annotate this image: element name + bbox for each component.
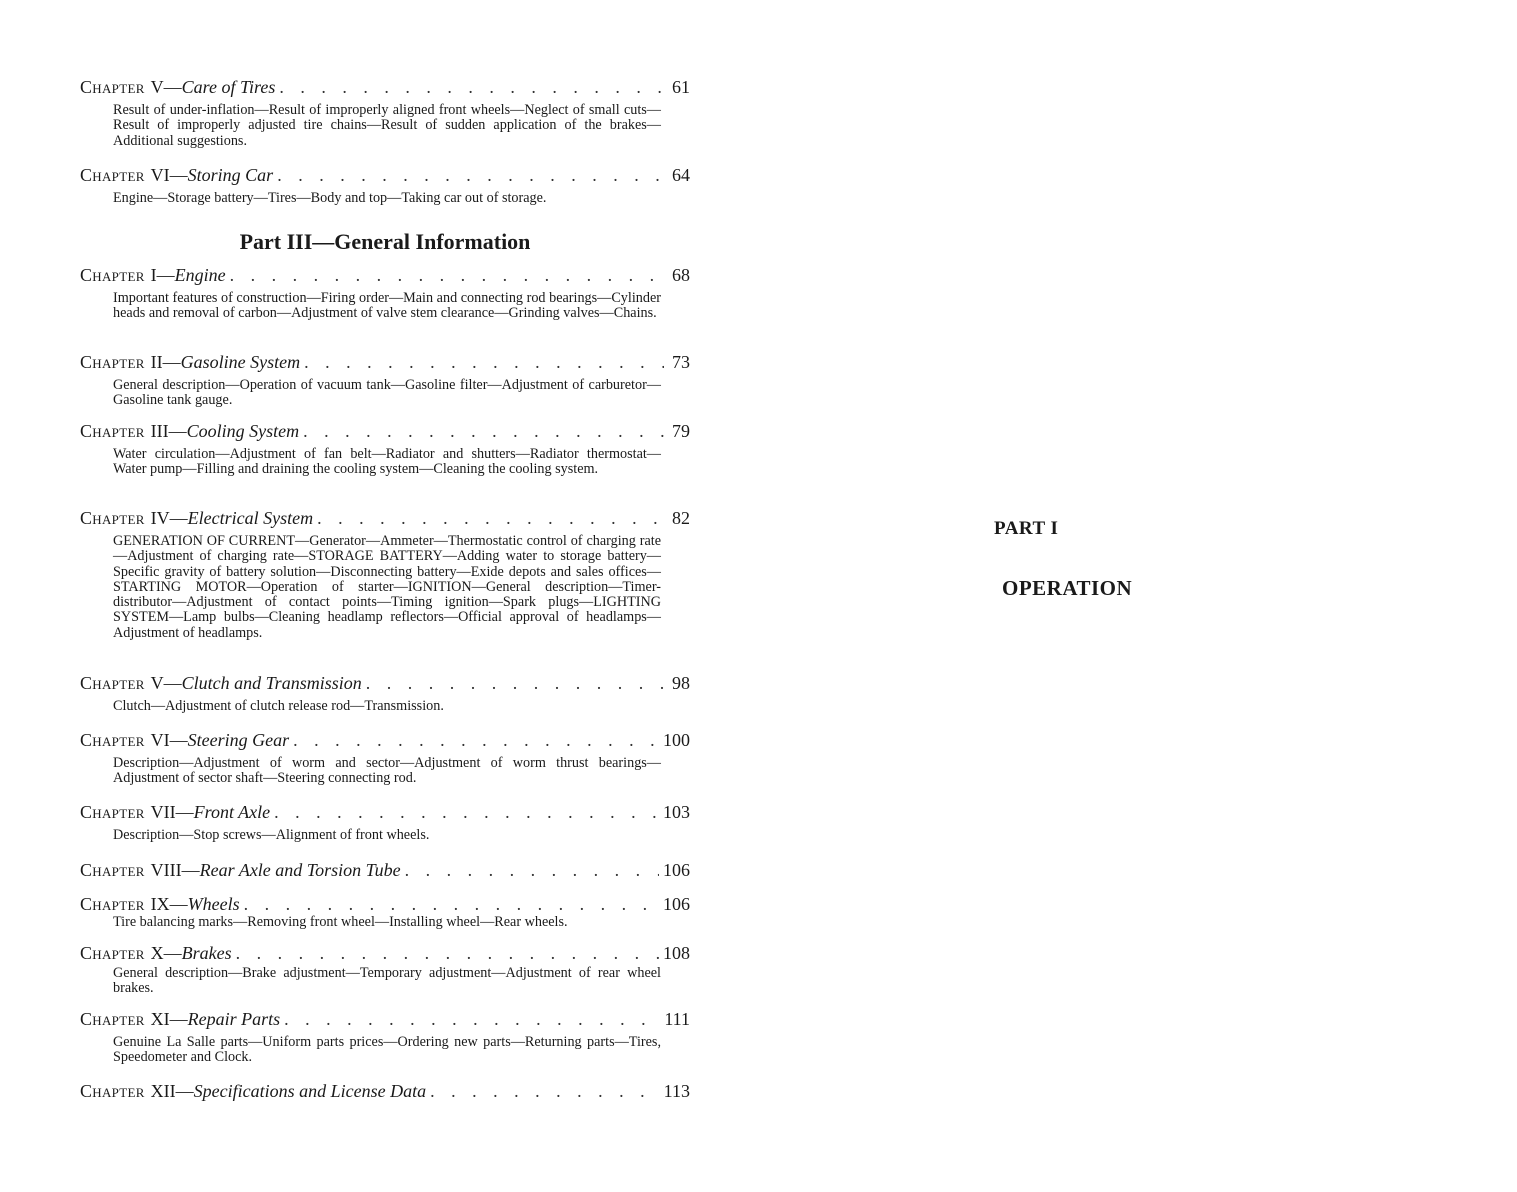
part-name: OPERATION [1002,576,1133,600]
toc-entry [80,729,690,787]
dot-leader [293,729,659,751]
chapter-number: VII [150,802,176,822]
chapter-title: Storing Car [187,165,274,185]
chapter-number: III [150,421,169,441]
part-label: PART I [994,518,1059,539]
dot-leader [274,801,659,823]
chapter-word: Chapter [80,943,145,963]
chapter-word: Chapter [80,77,145,97]
page-number: 61 [672,77,690,97]
chapter-title: Clutch and Transmission [181,673,362,693]
dot-leader [304,351,664,373]
dot-leader [405,859,659,881]
chapter-description: Description—Stop screws—Alignment of front wheels. [113,827,430,843]
dot-leader [236,942,659,964]
chapter-line: Chapter V — Care of Tires . . . 61 [80,76,690,98]
chapter-number: II [150,352,163,372]
page-number: 64 [672,165,690,185]
chapter-number: VI [150,165,170,185]
toc-entry [80,351,690,409]
chapter-title: Gasoline System [180,352,301,372]
toc-entry [80,76,690,149]
chapter-description: Clutch—Adjustment of clutch release rod—Transmission. [113,698,444,714]
right-page [760,0,1517,1192]
chapter-title: Cooling System [186,421,300,441]
chapter-title: Wheels [187,894,240,914]
chapter-title: Care of Tires [181,77,276,97]
chapter-number: IX [150,894,170,914]
chapter-word: Chapter [80,673,145,693]
dot-leader [317,507,664,529]
chapter-title: Rear Axle and Torsion Tube [199,860,401,880]
chapter-title: Engine [174,265,226,285]
chapter-line: Chapter VII — Front Axle . . . 103 [80,801,690,823]
chapter-word: Chapter [80,860,145,880]
chapter-line: Chapter XII — Specifications and License Data . . . 113 [80,1080,690,1102]
page-number: 73 [672,352,690,372]
toc-entry [80,507,690,641]
chapter-number: XI [150,1009,170,1029]
chapter-description: Important features of construction—Firing order—Main and connecting rod bearings—Cylinder heads and removal of carbon—Adjustment of valve stem clearance—Grinding valves—Chains. [113,290,661,322]
chapter-line: Chapter VI — Steering Gear . . . 100 [80,729,690,751]
toc-entry [80,672,690,714]
toc-entry [80,859,690,881]
chapter-line: Chapter XI — Repair Parts . . . 111 [80,1008,690,1030]
chapter-description: Engine—Storage battery—Tires—Body and top—Taking car out of storage. [113,190,547,206]
chapter-word: Chapter [80,352,145,372]
chapter-line: Chapter VIII — Rear Axle and Torsion Tube . . . 106 [80,859,690,881]
chapter-line: Chapter X — Brakes . . . 108 [80,942,690,964]
chapter-line: Chapter VI — Storing Car . . . 64 [80,164,690,186]
chapter-line: Chapter V — Clutch and Transmission . . . 98 [80,672,690,694]
page-number: 111 [664,1009,690,1029]
chapter-title: Brakes [181,943,232,963]
chapter-word: Chapter [80,894,145,914]
toc-entry [80,893,690,930]
chapter-line: Chapter I — Engine . . . 68 [80,264,690,286]
toc-entry [80,801,690,843]
chapter-number: VIII [150,860,182,880]
page-number: 100 [663,730,690,750]
chapter-title: Front Axle [193,802,271,822]
page-number: 82 [672,508,690,528]
toc-entry [80,420,690,478]
page-number: 106 [663,860,690,880]
chapter-description: GENERATION OF CURRENT—Generator—Ammeter—Thermostatic control of charging rate—Adjustment of charging rate—STORAGE BATTERY—Adding water to storage battery—Specific gravity of battery solution—Disconnecting battery—Exide depots and sales offices—STARTING MOTOR—Operation of starter—IGNITION—General description—Timer-distributor—Adjustment of contact points—Timing ignition—Spark plugs—LIGHTING SYSTEM—Lamp bulbs—Cleaning headlamp reflectors—Official approval of headlamps—Adjustment of headlamps. [113,533,661,641]
chapter-description: Genuine La Salle parts—Uniform parts prices—Ordering new parts—Returning parts—Tires, Speedometer and Clock. [113,1034,661,1066]
chapter-description: General description—Operation of vacuum tank—Gasoline filter—Adjustment of carburetor—Gasoline tank gauge. [113,377,661,409]
chapter-line: Chapter IV — Electrical System . . . 82 [80,507,690,529]
chapter-title: Steering Gear [187,730,290,750]
chapter-description: General description—Brake adjustment—Temporary adjustment—Adjustment of rear wheel brakes. [113,965,661,997]
page-number: 68 [672,265,690,285]
page-number: 108 [663,943,690,963]
chapter-line: Chapter IX — Wheels . . . 106 [80,893,690,915]
chapter-title: Repair Parts [187,1009,281,1029]
toc-entry [80,942,690,997]
chapter-word: Chapter [80,508,145,528]
toc-entry [80,264,690,322]
chapter-number: IV [150,508,170,528]
chapter-number: V [150,673,164,693]
chapter-title: Specifications and License Data [193,1081,427,1101]
toc-entry [80,164,690,206]
chapter-description: Water circulation—Adjustment of fan belt—Radiator and shutters—Radiator thermostat—Water pump—Filling and draining the cooling system—Cleaning the cooling system. [113,446,661,478]
dot-leader [366,672,664,694]
chapter-description: Result of under-inflation—Result of improperly aligned front wheels—Neglect of small cuts—Result of improperly adjusted tire chains—Result of sudden application of the brakes—Additional suggestions. [113,102,661,149]
dot-leader [284,1008,660,1030]
dot-leader [277,164,664,186]
chapter-number: VI [150,730,170,750]
page-number: 79 [672,421,690,441]
chapter-number: I [150,265,157,285]
chapter-word: Chapter [80,165,145,185]
chapter-line: Chapter III — Cooling System . . . 79 [80,420,690,442]
chapter-word: Chapter [80,265,145,285]
chapter-word: Chapter [80,1081,145,1101]
toc-entry [80,1080,690,1102]
chapter-word: Chapter [80,421,145,441]
dot-leader [279,76,664,98]
dot-leader [244,893,659,915]
dot-leader [230,264,664,286]
page-number: 98 [672,673,690,693]
part-heading: Part III—General Information [239,229,531,254]
chapter-description: Description—Adjustment of worm and sector—Adjustment of worm thrust bearings—Adjustment of sector shaft—Steering connecting rod. [113,755,661,787]
chapter-word: Chapter [80,730,145,750]
chapter-line: Chapter II — Gasoline System . . . 73 [80,351,690,373]
chapter-number: X [150,943,164,963]
chapter-description: Tire balancing marks—Removing front wheel—Installing wheel—Rear wheels. [113,914,568,930]
page-number: 103 [663,802,690,822]
dot-leader [430,1080,660,1102]
toc-entry [80,1008,690,1066]
chapter-word: Chapter [80,802,145,822]
page-number: 113 [663,1081,690,1101]
chapter-title: Electrical System [187,508,314,528]
chapter-word: Chapter [80,1009,145,1029]
chapter-number: V [150,77,164,97]
dot-leader [303,420,664,442]
page-number: 106 [663,894,690,914]
chapter-number: XII [150,1081,176,1101]
